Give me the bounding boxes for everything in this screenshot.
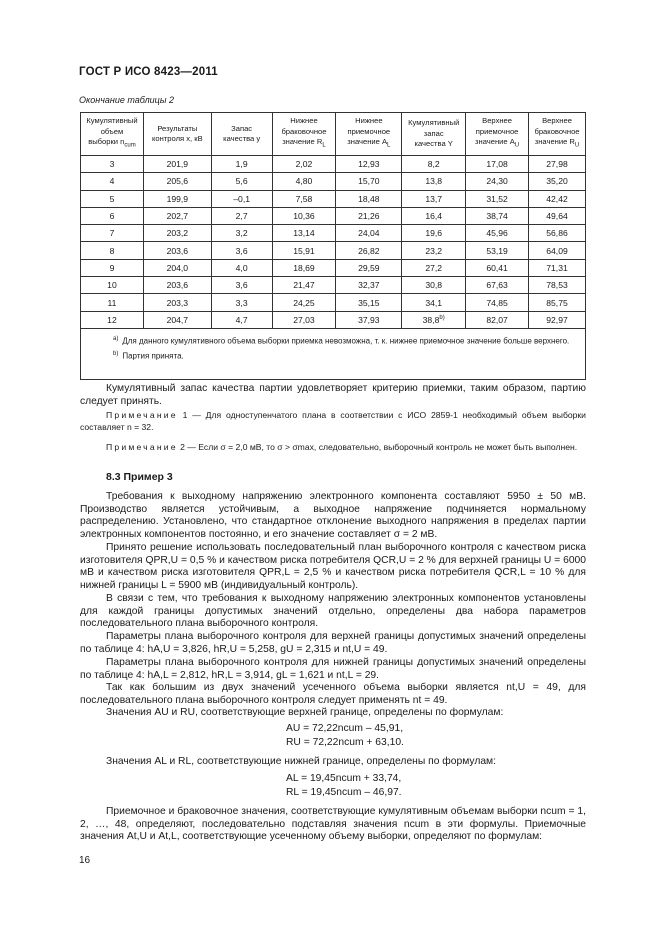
table-cell: [466, 156, 529, 173]
table-cell: [81, 311, 144, 328]
table-cell: [81, 207, 144, 224]
cell-value: 45,96: [486, 228, 508, 239]
paragraph-requirements: Требования к выходному напряжению электронного компонента составляют 5950 ± 50 мВ. Производство является устойчивым, а выходное напряжение подчиняется нормальному распределению. Установлено, что стандартное отклонение выходного напряжения в пределах партии электронных компонентов постоянно, и его значение составляет σ = 2 мВ.: [80, 491, 586, 541]
conclusion-paragraph: Кумулятивный запас качества партии удовлетворяет критерию приемки, таким образом, партию следует принять.: [80, 383, 586, 407]
table-cell: [336, 277, 402, 294]
header-subscript: cum: [124, 143, 136, 149]
cell-value: 11: [107, 297, 117, 308]
paragraph-lower-formulas-intro: Значения AL и RL, соответствующие нижней границе, определены по формулам:: [106, 756, 496, 767]
cell-value: 30,8: [425, 280, 443, 291]
formula-ru: RU = 72,22ncum + 63,10.: [286, 737, 404, 748]
header-line: значение R: [534, 137, 575, 147]
header-subscript: U: [574, 143, 580, 149]
table-cell: [81, 225, 144, 242]
table-row: [81, 225, 586, 242]
table-cell: [272, 207, 336, 224]
table-cell: [529, 311, 586, 328]
cell-value: 35,15: [358, 297, 380, 308]
table-cell: [272, 259, 336, 276]
table-row: [81, 156, 586, 173]
table-row: [81, 242, 586, 259]
cell-value: 2,7: [235, 211, 248, 222]
paragraph-two-sets: В связи с тем, что требования к выходному напряжению электронных компонентов установлены для каждой границы допустимых значений отдельно, определены два набора параметров последовательного плана выборочного контроля.: [80, 593, 586, 630]
table-cell: [272, 311, 336, 328]
cell-value: 13,8: [425, 176, 443, 187]
table-cell: [529, 277, 586, 294]
formula-rl: RL = 19,45ncum – 46,97.: [286, 787, 402, 798]
table-caption: Окончание таблицы 2: [79, 95, 174, 105]
paragraph-plan-decision: Принято решение использовать последовательный план выборочного контроля с качеством риска изготовителя QPR,U = 0,5 % и качеством риска потребителя QCR,U = 2 % для верхней границы U = 6000 мВ и качеством риска изготовителя QPR,L = 2,5 % и качеством риска потребителя QCR,L = 10 % для нижней границы L = 5900 мВ (индивидуальный контроль).: [80, 542, 586, 592]
header-line: качества y: [223, 134, 261, 143]
table-cell: [402, 311, 466, 328]
document-header: ГОСТ Р ИСО 8423—2011: [79, 66, 218, 78]
cell-value: 7,58: [295, 193, 313, 204]
table-cell: [272, 173, 336, 190]
cell-value: 3: [109, 159, 115, 170]
table-row: [81, 190, 586, 207]
table-cell: [143, 259, 211, 276]
header-line: выборки n: [88, 137, 125, 147]
table-cell: [143, 225, 211, 242]
cell-value: 35,20: [546, 176, 568, 187]
note-2-text: 2 — Если σ = 2,0 мВ, то σ > σmax, следовательно, выборочный контроль не может быть выполнен.: [180, 442, 578, 452]
table-cell: [336, 173, 402, 190]
table-cell: [272, 242, 336, 259]
cell-value: 205,6: [166, 176, 189, 187]
table-header-cell: [336, 113, 402, 156]
cell-value: 82,07: [486, 314, 508, 325]
table-header-cell: [143, 113, 211, 156]
table-cell: [81, 173, 144, 190]
cell-value: 17,08: [486, 159, 508, 170]
cell-value: 204,7: [166, 314, 189, 325]
cell-value: 53,19: [486, 245, 508, 256]
cell-value: 199,9: [166, 193, 189, 204]
header-line: браковочное: [281, 126, 327, 136]
footnote-text: Для данного кумулятивного объема выборки приемка невозможна, т. к. нижнее приемочное значение больше верхнего.: [122, 336, 570, 346]
header-line: Верхнее: [542, 116, 572, 126]
table-cell: [143, 311, 211, 328]
cell-value: 42,42: [546, 193, 568, 204]
paragraph-lower-params: Параметры плана выборочного контроля для нижней границы допустимых значений определены по таблице 4: hA,L = 2,812, hR,L = 3,914, gL = 1,621 и nt,L = 29.: [80, 657, 586, 681]
table-body: [81, 156, 586, 380]
cell-value: 27,2: [425, 262, 443, 273]
table-cell: [402, 190, 466, 207]
header-line: Результаты: [157, 123, 198, 133]
cell-value: 202,7: [166, 211, 189, 222]
table-cell: [272, 277, 336, 294]
note-1-label: Примечание: [106, 410, 178, 420]
table-cell: [402, 242, 466, 259]
table-cell: [529, 259, 586, 276]
table-cell: [81, 156, 144, 173]
header-line: контроля x, кВ: [152, 134, 203, 143]
cell-value: 4,0: [235, 262, 248, 273]
table-cell: [143, 207, 211, 224]
cell-value: 29,59: [358, 262, 380, 273]
table-cell: [466, 277, 529, 294]
table-cell: [529, 225, 586, 242]
table-footnotes-row: [81, 328, 586, 379]
header-line: Кумулятивный: [86, 116, 138, 126]
cell-value: 12: [107, 314, 117, 325]
cell-value: 3,6: [235, 245, 248, 256]
table-cell: [272, 190, 336, 207]
cell-value: 8: [109, 245, 115, 256]
table-cell: [272, 294, 336, 311]
table-cell: [211, 156, 272, 173]
header-subscript: L: [387, 143, 391, 149]
cell-value: 31,52: [486, 193, 508, 204]
table-cell: [211, 242, 272, 259]
results-table: [80, 112, 586, 380]
paragraph-upper-formulas-intro: Значения AU и RU, соответствующие верхней границе, определены по формулам:: [106, 707, 504, 718]
cell-value: 56,86: [546, 228, 568, 239]
cell-value: 4,7: [235, 314, 248, 325]
table-cell: [336, 311, 402, 328]
table-cell: [143, 277, 211, 294]
cell-value: 38,8: [422, 314, 440, 325]
cell-value: 203,3: [166, 297, 189, 308]
cell-value: 24,30: [486, 176, 508, 187]
cell-value: 2,02: [295, 159, 313, 170]
header-line: Запас: [231, 123, 253, 133]
cell-value: 38,74: [486, 211, 508, 222]
cell-value: 34,1: [425, 297, 443, 308]
table-cell: [402, 294, 466, 311]
cell-value: 27,98: [546, 159, 568, 170]
table-cell: [529, 207, 586, 224]
table-header-cell: [466, 113, 529, 156]
table-cell: [211, 173, 272, 190]
table-cell: [211, 294, 272, 311]
table-cell: [402, 259, 466, 276]
table-header-cell: [272, 113, 336, 156]
cell-value: 21,26: [358, 211, 380, 222]
table-cell: [529, 156, 586, 173]
cell-value: 8,2: [427, 159, 440, 170]
cell-value: 27,03: [293, 314, 315, 325]
cell-value: 16,4: [425, 211, 443, 222]
cell-value: 6: [109, 211, 115, 222]
note-2: [80, 441, 586, 453]
table-cell: [336, 242, 402, 259]
footnote-mark: b): [113, 350, 119, 357]
section-title: 8.3 Пример 3: [106, 471, 173, 483]
cell-value: 204,0: [166, 262, 189, 273]
table-cell: [466, 259, 529, 276]
cell-value: 74,85: [486, 297, 508, 308]
page-number: 16: [79, 855, 91, 866]
table-cell: [466, 294, 529, 311]
table-cell: [336, 156, 402, 173]
table-row: [81, 294, 586, 311]
header-line: браковочное: [534, 126, 580, 136]
table-cell: [143, 242, 211, 259]
footnote: [89, 333, 579, 348]
table-cell: [211, 225, 272, 242]
table-row: [81, 207, 586, 224]
cell-value: 21,47: [293, 280, 315, 291]
header-line: Нижнее: [290, 116, 318, 126]
table-cell: [143, 156, 211, 173]
table-cell: [81, 242, 144, 259]
table-cell: [402, 225, 466, 242]
cell-value: 5,6: [235, 176, 248, 187]
cell-value: 85,75: [546, 297, 568, 308]
footnote-text: Партия принята.: [122, 351, 184, 361]
footnote-mark: a): [113, 335, 119, 342]
table-cell: [211, 207, 272, 224]
cell-value: 26,82: [358, 245, 380, 256]
header-line: Верхнее: [482, 116, 513, 126]
table-row: [81, 259, 586, 276]
note-1: [80, 409, 586, 433]
table-cell: [81, 259, 144, 276]
cell-value: 4: [109, 176, 115, 187]
cell-value: 5: [109, 193, 115, 204]
table-cell: [402, 207, 466, 224]
table-cell: [143, 294, 211, 311]
table-cell: [466, 225, 529, 242]
header-line: Нижнее: [355, 116, 383, 126]
cell-value: 203,6: [166, 245, 189, 256]
table-cell: [211, 311, 272, 328]
header-line: значение A: [347, 137, 388, 147]
table-row: [81, 173, 586, 190]
header-subscript: U: [514, 143, 520, 149]
formula-au: AU = 72,22ncum – 45,91,: [286, 723, 404, 734]
paragraph-upper-params: Параметры плана выборочного контроля для верхней границы допустимых значений определены по таблице 4: hA,U = 3,826, hR,U = 5,258, gU = 2,315 и nt,U = 49.: [80, 631, 586, 655]
table-cell: [529, 242, 586, 259]
cell-value: 10: [107, 280, 117, 291]
cell-value: 3,3: [235, 297, 248, 308]
table-cell: [336, 294, 402, 311]
table-cell: [466, 311, 529, 328]
paragraph-truncation: Так как большим из двух значений усеченного объема выборки является nt,U = 49, для последовательного плана выборочного контроля следует применять nt = 49.: [80, 682, 586, 706]
cell-value: 3,2: [235, 228, 248, 239]
cell-value: 13,7: [425, 193, 443, 204]
table-cell: [529, 173, 586, 190]
cell-value: 3,6: [235, 280, 248, 291]
cell-value: 64,09: [546, 245, 568, 256]
cell-value: 10,36: [293, 211, 315, 222]
header-line: значение R: [282, 137, 323, 147]
table-cell: [211, 277, 272, 294]
header-subscript: L: [322, 143, 326, 149]
table-cell: [81, 277, 144, 294]
cell-value: 12,93: [358, 159, 380, 170]
footnote-marker: b): [439, 314, 445, 321]
table-cell: [336, 225, 402, 242]
cell-value: 67,63: [486, 280, 508, 291]
header-line: приемочное: [347, 126, 391, 136]
table-cell: [336, 190, 402, 207]
table-cell: [466, 190, 529, 207]
cell-value: 78,53: [546, 280, 568, 291]
cell-value: 23,2: [425, 245, 443, 256]
table-cell: [466, 173, 529, 190]
table-cell: [143, 173, 211, 190]
cell-value: 4,80: [295, 176, 313, 187]
table-cell: [336, 207, 402, 224]
table-cell: [402, 173, 466, 190]
header-line: значение A: [475, 137, 515, 147]
table-cell: [402, 156, 466, 173]
cell-value: 15,91: [293, 245, 315, 256]
cell-value: 32,37: [358, 280, 380, 291]
cell-value: 71,31: [546, 262, 568, 273]
cell-value: –0,1: [233, 193, 250, 204]
table-cell: [272, 225, 336, 242]
table-row: [81, 311, 586, 328]
table-row: [81, 277, 586, 294]
table-header-cell: [211, 113, 272, 156]
header-line: Кумулятивный: [408, 118, 460, 128]
note-2-label: Примечание: [106, 442, 178, 452]
table-cell: [272, 156, 336, 173]
header-line: приемочное: [475, 126, 519, 136]
table-cell: [336, 259, 402, 276]
table-cell: [466, 207, 529, 224]
paragraph-acceptance-values: Приемочное и браковочное значения, соответствующие кумулятивным объемам выборки ncum = 1, 2, …, 48, определяют, последовательно подставляя значения ncum в эти формулы. Приемочные значения At,U и At,L, соответствующие усеченному объему выборки, определяют по формулам:: [80, 806, 586, 843]
table-cell: [529, 294, 586, 311]
header-line: запас: [423, 128, 444, 138]
table-header-cell: [81, 113, 144, 156]
cell-value: 9: [109, 262, 115, 273]
cell-value: 18,69: [293, 262, 315, 273]
table-cell: [402, 277, 466, 294]
cell-value: 201,9: [166, 159, 189, 170]
cell-value: 24,25: [293, 297, 315, 308]
cell-value: 203,2: [166, 228, 189, 239]
table-cell: [81, 294, 144, 311]
cell-value: 203,6: [166, 280, 189, 291]
cell-value: 19,6: [425, 228, 443, 239]
table-footnotes: [81, 328, 586, 379]
table-cell: [211, 259, 272, 276]
cell-value: 13,14: [293, 228, 315, 239]
cell-value: 92,97: [546, 314, 568, 325]
table-header-cell: [402, 113, 466, 156]
cell-value: 60,41: [486, 262, 508, 273]
cell-value: 18,48: [358, 193, 380, 204]
footnote: [89, 348, 579, 363]
table-cell: [81, 190, 144, 207]
cell-value: 49,64: [546, 211, 568, 222]
table-header-cell: [529, 113, 586, 156]
table-header-row: [81, 113, 586, 156]
table-cell: [211, 190, 272, 207]
cell-value: 1,9: [235, 159, 248, 170]
cell-value: 15,70: [358, 176, 380, 187]
header-line: объем: [100, 126, 124, 136]
cell-value: 37,93: [358, 314, 380, 325]
note-1-text: 1 — Для одноступенчатого плана в соответствии с ИСО 2859-1 необходимый объем выборки составляет n = 32.: [80, 410, 586, 432]
table-cell: [529, 190, 586, 207]
cell-value: 7: [109, 228, 115, 239]
header-line: качества Y: [414, 139, 453, 149]
table-cell: [466, 242, 529, 259]
cell-value: 24,04: [358, 228, 380, 239]
table-cell: [143, 190, 211, 207]
formula-al: AL = 19,45ncum + 33,74,: [286, 773, 402, 784]
